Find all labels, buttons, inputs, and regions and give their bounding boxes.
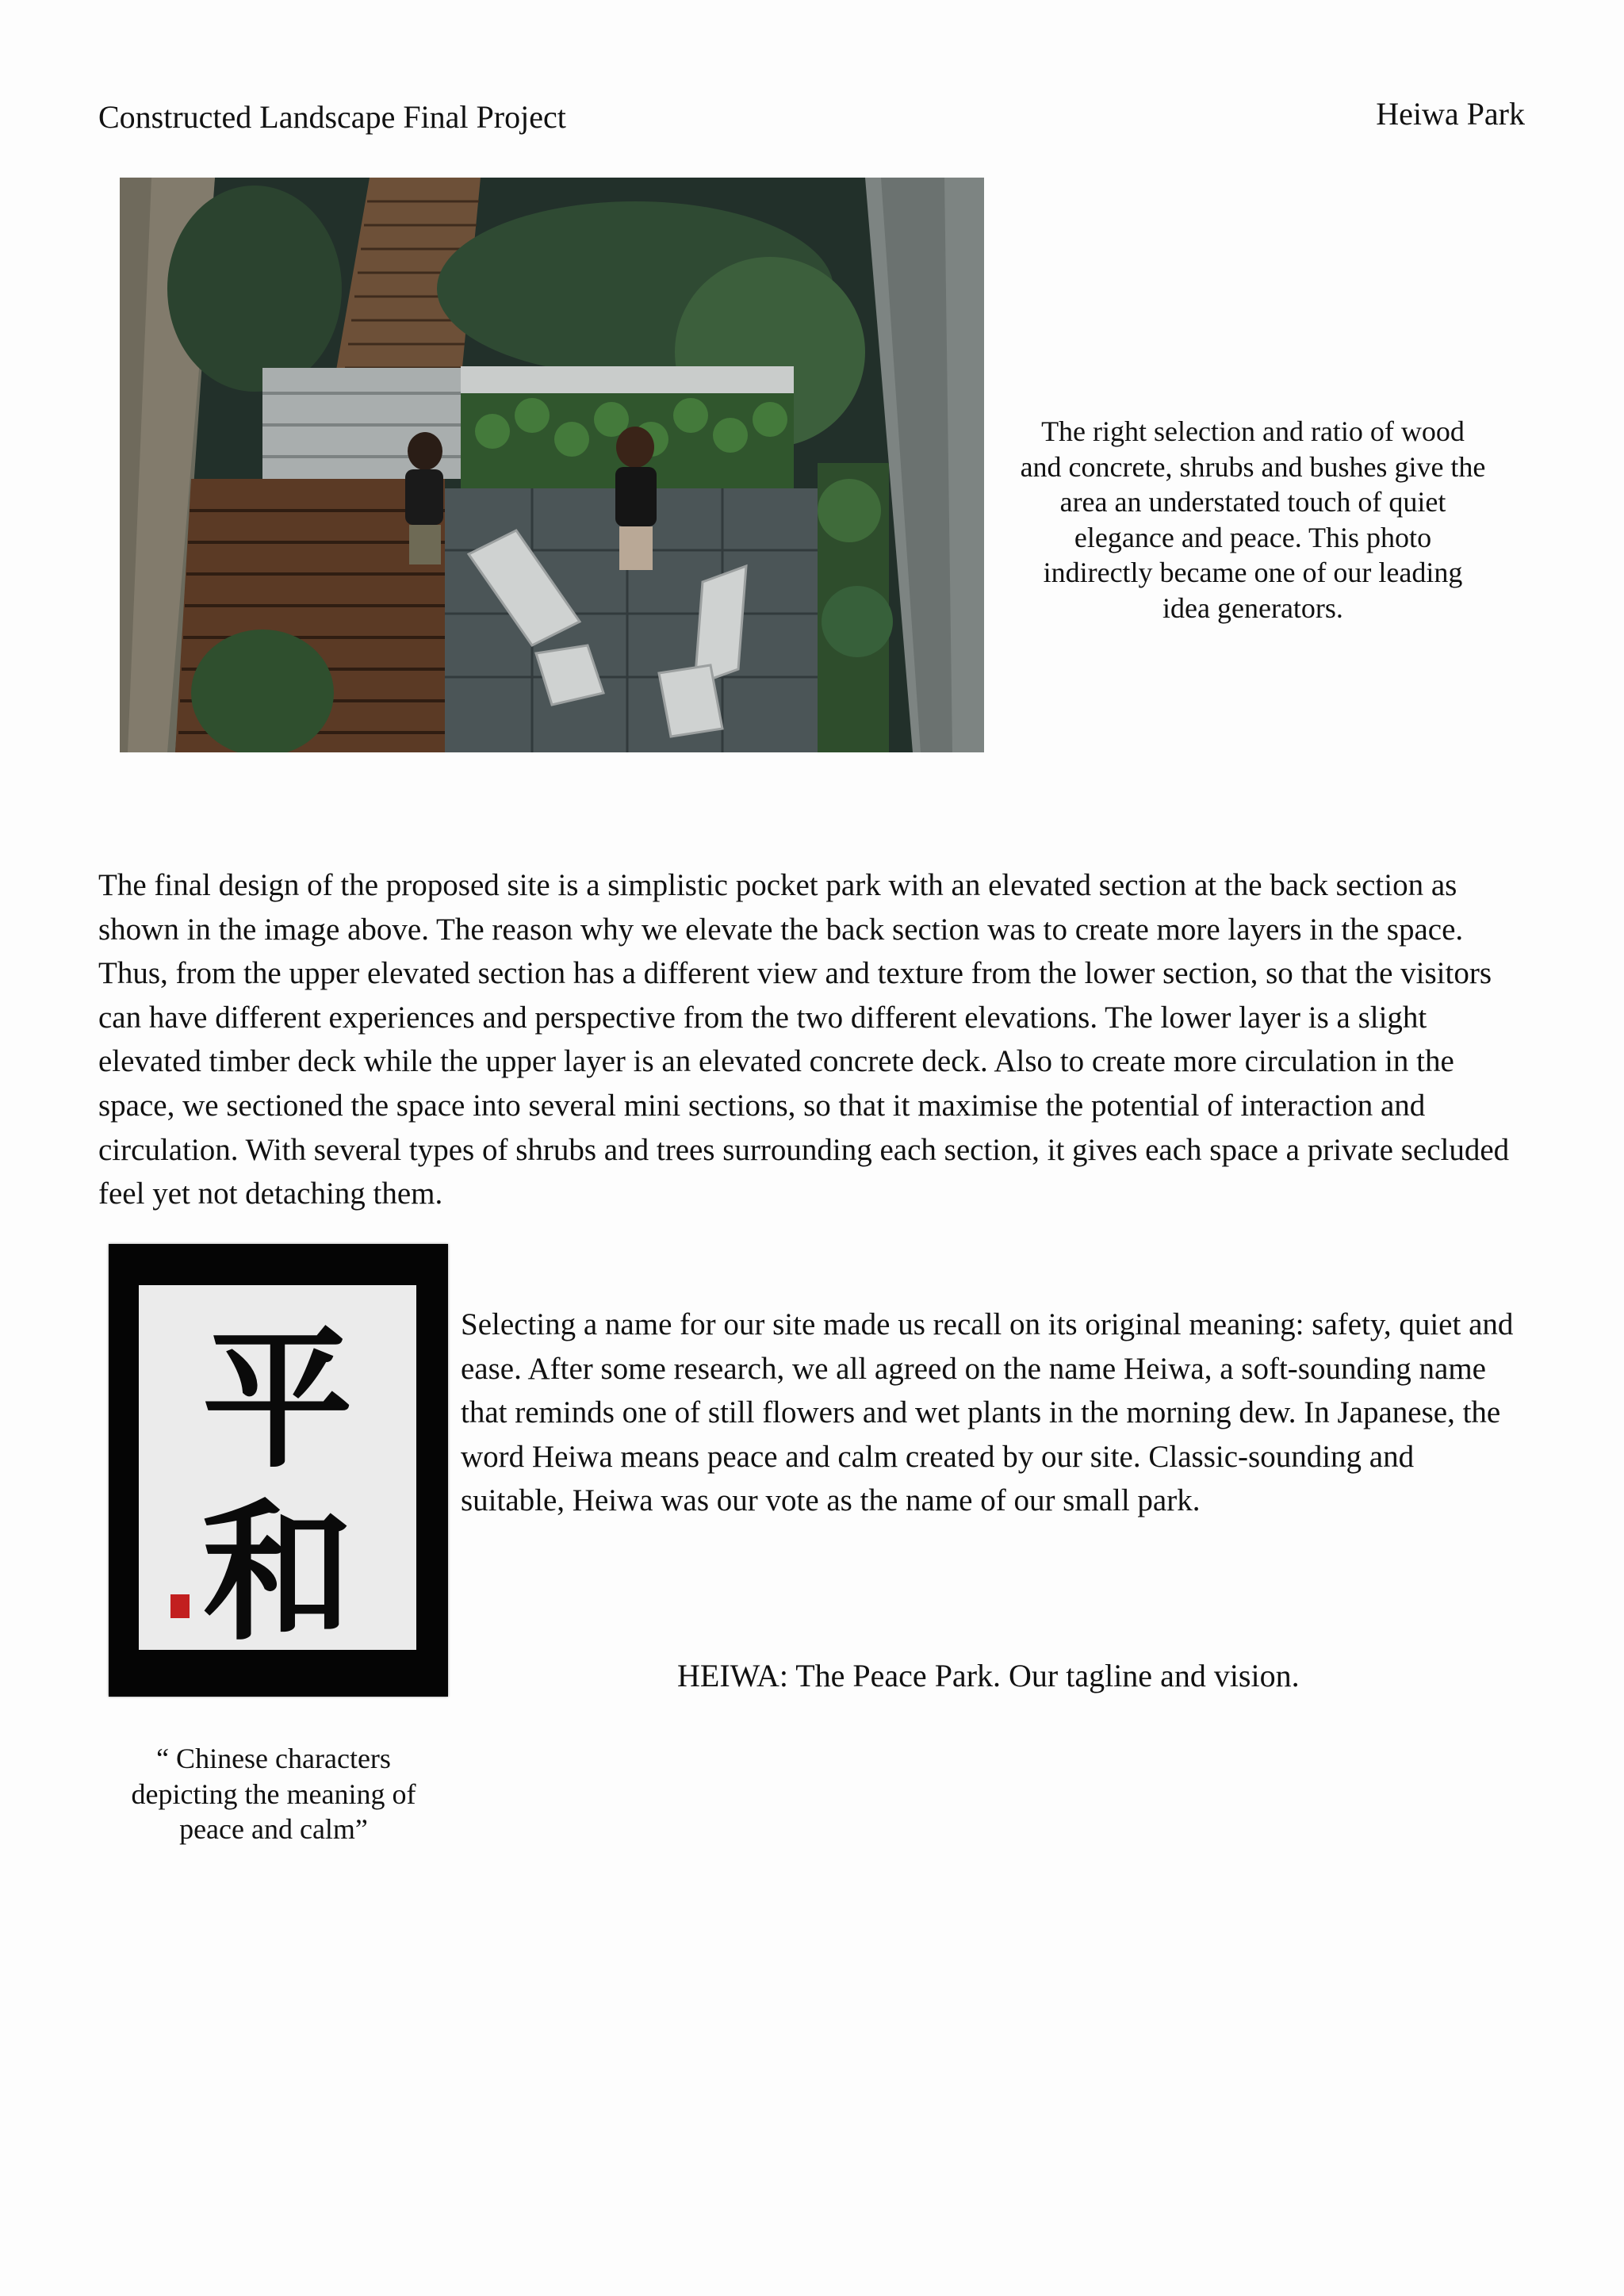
calligraphy-caption: “ Chinese characters depicting the meaning of peace and calm”	[131, 1743, 416, 1845]
design-description: The final design of the proposed site is a simplistic pocket park with an elevated section at the back section as shown in the image above. The reason why we elevate the back section was to create more layers in the space. Thus, from the upper elevated section has a different view and texture from the lower section, so that the visitors can have different experiences and perspective from the two different elevations. The lower layer is a slight elevated timber deck while the upper layer is an elevated concrete deck. Also to create more circulation in the space, we sectioned the space into several mini sections, so that it maximise the potential of interaction and circulation. With several types of shrubs and trees surrounding each section, it gives each space a private secluded feel yet not detaching them.	[98, 868, 1510, 1211]
kanji-character-wa: 和	[201, 1484, 353, 1661]
garden-photo	[120, 178, 984, 752]
project-title: Constructed Landscape Final Project	[98, 99, 566, 135]
tagline: HEIWA: The Peace Park. Our tagline and vision.	[677, 1658, 1300, 1693]
park-name: Heiwa Park	[1376, 96, 1525, 132]
red-seal-stamp	[170, 1594, 190, 1618]
photo-caption: The right selection and ratio of wood and concrete, shrubs and bushes give the area an understated touch of quiet elegance and peace. This photo indirectly became one of our leading idea generators.	[1020, 415, 1486, 624]
calligraphy-paper	[139, 1285, 416, 1661]
naming-paragraph: Selecting a name for our site made us recall on its original meaning: safety, quiet and ease. After some research, we all agreed on the name Heiwa, a soft-sounding name that reminds one of still flowers and wet plants in the morning dew. In Japanese, the word Heiwa means peace and calm created by our site. Classic-sounding and suitable, Heiwa was our vote as the name of our small park.	[461, 1307, 1514, 1518]
calligraphy-image	[109, 1244, 448, 1697]
kanji-character-hei: 平	[201, 1311, 353, 1488]
